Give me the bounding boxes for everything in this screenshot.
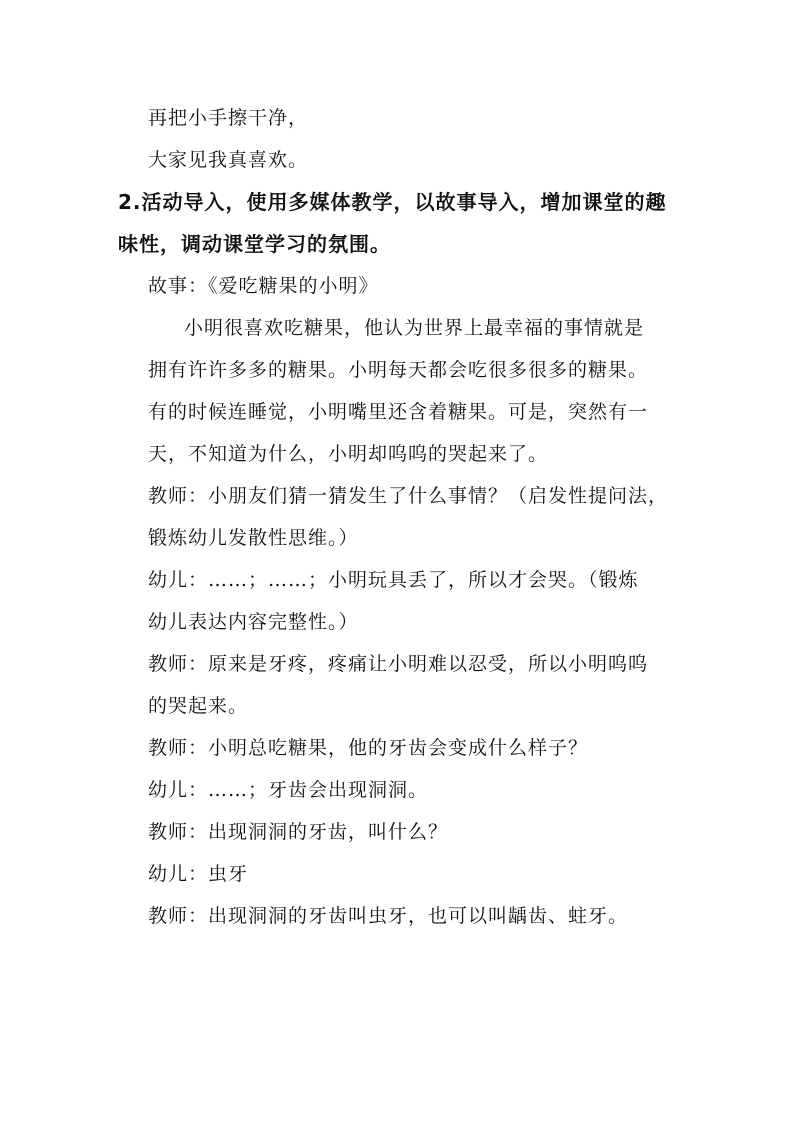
story-paragraph-line-3: 有的时候连睡觉，小明嘴里还含着糖果。可是，突然有一 — [148, 401, 649, 423]
story-paragraph-line-4: 天，不知道为什么，小明却呜呜的哭起来了。 — [148, 443, 549, 465]
dialogue-teacher-2-line-2: 的哭起来。 — [148, 695, 249, 717]
story-paragraph-line-1: 小明很喜欢吃糖果，他认为世界上最幸福的事情就是 — [184, 317, 645, 339]
dialogue-child-3: 幼儿：虫牙 — [148, 863, 249, 885]
poem-line-1: 再把小手擦干净， — [148, 107, 309, 129]
dialogue-teacher-4: 教师：出现洞洞的牙齿，叫什么？ — [148, 821, 449, 843]
dialogue-teacher-2-line-1: 教师：原来是牙疼，疼痛让小明难以忍受，所以小明呜呜 — [148, 653, 649, 675]
dialogue-child-1-line-2: 幼儿表达内容完整性。） — [148, 611, 359, 633]
dialogue-teacher-1-line-2: 锻炼幼儿发散性思维。） — [148, 527, 359, 549]
poem-line-2: 大家见我真喜欢。 — [148, 149, 309, 171]
story-title: 故事：《爱吃糖果的小明》 — [148, 275, 379, 297]
dialogue-teacher-3: 教师：小明总吃糖果，他的牙齿会变成什么样子？ — [148, 737, 589, 759]
dialogue-teacher-1-line-1: 教师：小朋友们猜一猜发生了什么事情？（启发性提问法， — [148, 485, 669, 507]
dialogue-teacher-5: 教师：出现洞洞的牙齿叫虫牙，也可以叫龋齿、蛀牙。 — [148, 905, 629, 927]
section-heading-line-2: 味性，调动课堂学习的氛围。 — [118, 232, 391, 256]
dialogue-child-1-line-1: 幼儿：……；……；小明玩具丢了，所以才会哭。（锻炼 — [148, 569, 639, 591]
dialogue-child-2: 幼儿：……；牙齿会出现洞洞。 — [148, 779, 429, 801]
story-paragraph-line-2: 拥有许许多多的糖果。小明每天都会吃很多很多的糖果。 — [148, 359, 649, 381]
section-heading-line-1: 2.活动导入，使用多媒体教学，以故事导入，增加课堂的趣 — [118, 190, 667, 214]
